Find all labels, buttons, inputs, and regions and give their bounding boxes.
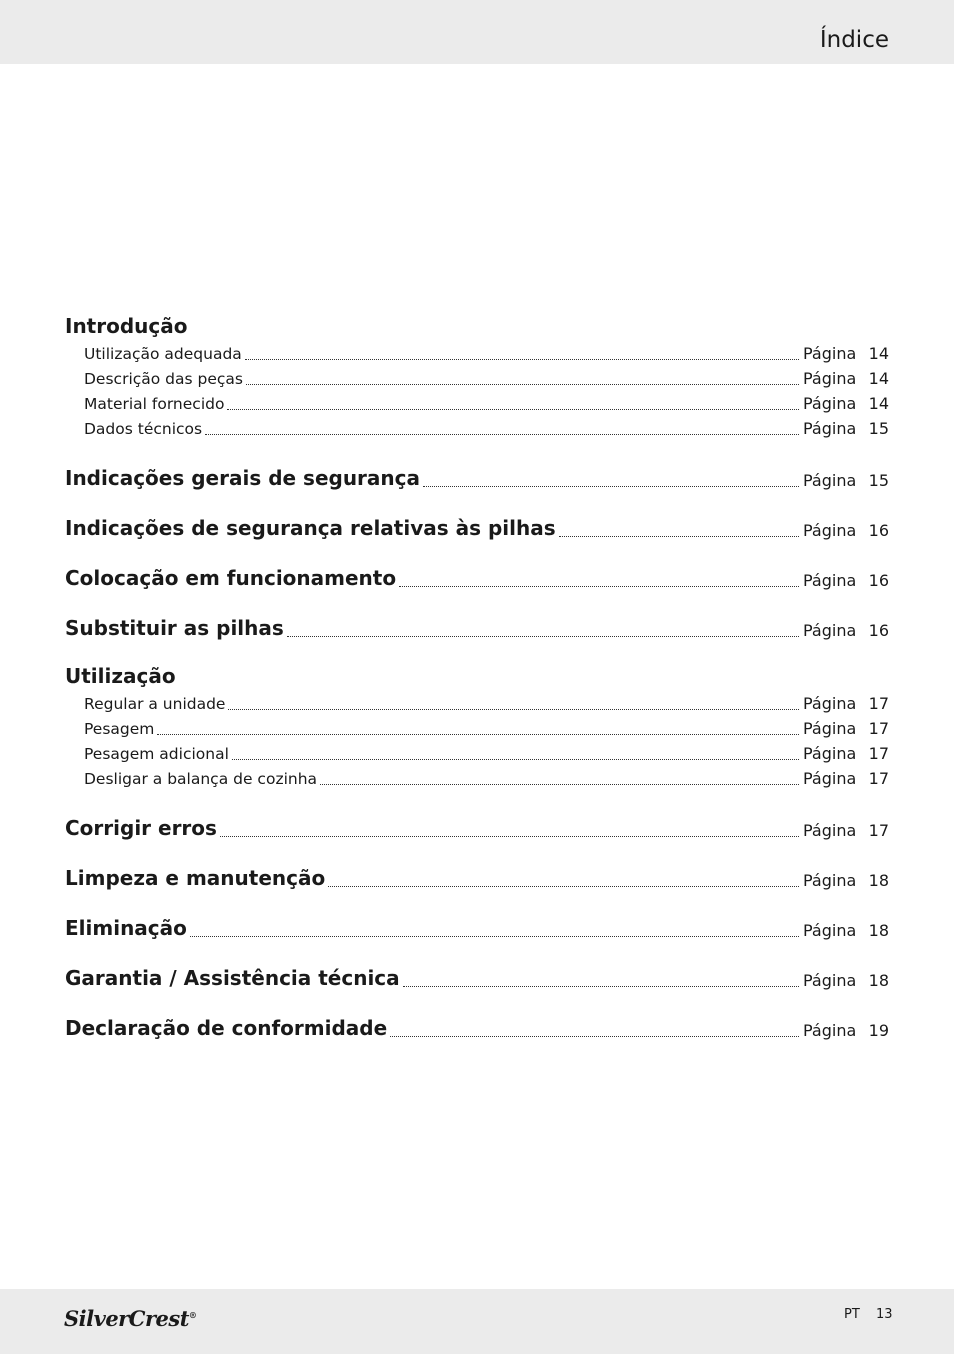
page-number: 16 [868,571,889,590]
dot-leader [328,885,799,887]
dot-leader [423,485,799,487]
page-number: 15 [868,419,889,438]
toc-entry[interactable] [84,394,889,414]
toc-main-entry[interactable] [65,563,889,591]
dot-leader [245,358,799,360]
toc-entry-label: Material fornecido [84,395,225,413]
page-word: Página [803,419,857,438]
dot-leader [287,635,799,637]
dot-leader [320,783,799,785]
page-word: Página [803,821,857,840]
page-word: Página [803,719,857,738]
page-word: Página [803,1021,857,1040]
brand-logo [64,1306,196,1331]
brand-name: SilverCrest [64,1306,189,1331]
page-word: Página [803,521,857,540]
page-number: 17 [868,694,889,713]
toc-entry[interactable] [84,719,889,739]
page-number: 14 [868,369,889,388]
toc-main-label: Declaração de conformidade [65,1016,388,1040]
section-title-introducao: Introdução [65,314,188,338]
page-title: Índice [819,27,889,53]
page-word: Página [803,871,857,890]
dot-leader [232,758,799,760]
language-code: PT [844,1307,860,1322]
dot-leader [399,585,799,587]
page-number: 17 [868,821,889,840]
toc-main-label: Colocação em funcionamento [65,566,397,590]
toc-entry-label: Desligar a balança de cozinha [84,770,318,788]
page-number: 17 [868,769,889,788]
page-word: Página [803,394,857,413]
dot-leader [205,433,799,435]
section-title-utilizacao: Utilização [65,664,176,688]
toc-main-entry[interactable] [65,913,889,941]
dot-leader [220,835,799,837]
toc-main-entry[interactable] [65,463,889,491]
toc-main-entry[interactable] [65,863,889,891]
toc-main-entry[interactable] [65,513,889,541]
toc-main-label: Garantia / Assistência técnica [65,966,400,990]
dot-leader [157,733,799,735]
page-number: 17 [868,744,889,763]
page-number: 16 [868,621,889,640]
toc-entry[interactable] [84,744,889,764]
toc-main-entry[interactable] [65,1013,889,1041]
toc-entry-label: Pesagem adicional [84,745,229,763]
toc-entry[interactable] [84,369,889,389]
page-number: 15 [868,471,889,490]
dot-leader [228,708,799,710]
page-header [0,0,954,64]
page-word: Página [803,471,857,490]
registered-mark: ® [188,1310,197,1320]
page-word: Página [803,369,857,388]
page-number: 17 [868,719,889,738]
toc-main-label: Eliminação [65,916,187,940]
page-word: Página [803,694,857,713]
page-number: 14 [868,344,889,363]
page-word: Página [803,971,857,990]
page-word: Página [803,921,857,940]
page-number: 18 [868,971,889,990]
toc-entry[interactable] [84,419,889,439]
toc-entry-label: Descrição das peças [84,370,243,388]
toc-main-entry[interactable] [65,613,889,641]
dot-leader [559,535,799,537]
page-number: 14 [868,394,889,413]
dot-leader [246,383,799,385]
dot-leader [390,1035,799,1037]
toc-main-label: Substituir as pilhas [65,616,284,640]
toc-entry-label: Regular a unidade [84,695,226,713]
toc-entry[interactable] [84,769,889,789]
toc-entry[interactable] [84,344,889,364]
toc-entry[interactable] [84,694,889,714]
page-number: 16 [868,521,889,540]
toc-entry-label: Utilização adequada [84,345,242,363]
toc-entry-label: Dados técnicos [84,420,203,438]
page-word: Página [803,344,857,363]
toc-entry-label: Pesagem [84,720,155,738]
dot-leader [227,408,799,410]
toc-main-label: Indicações gerais de segurança [65,466,421,490]
page-word: Página [803,571,857,590]
toc-main-label: Indicações de segurança relativas às pilhas [65,516,556,540]
dot-leader [403,985,799,987]
toc-main-label: Corrigir erros [65,816,217,840]
page-number-footer: 13 [876,1307,893,1322]
page-word: Página [803,621,857,640]
toc-main-entry[interactable] [65,963,889,991]
page-word: Página [803,744,857,763]
toc-main-entry[interactable] [65,813,889,841]
page-number: 18 [868,921,889,940]
dot-leader [190,935,799,937]
page-number: 18 [868,871,889,890]
page-word: Página [803,769,857,788]
page-number: 19 [868,1021,889,1040]
toc-main-label: Limpeza e manutenção [65,866,326,890]
